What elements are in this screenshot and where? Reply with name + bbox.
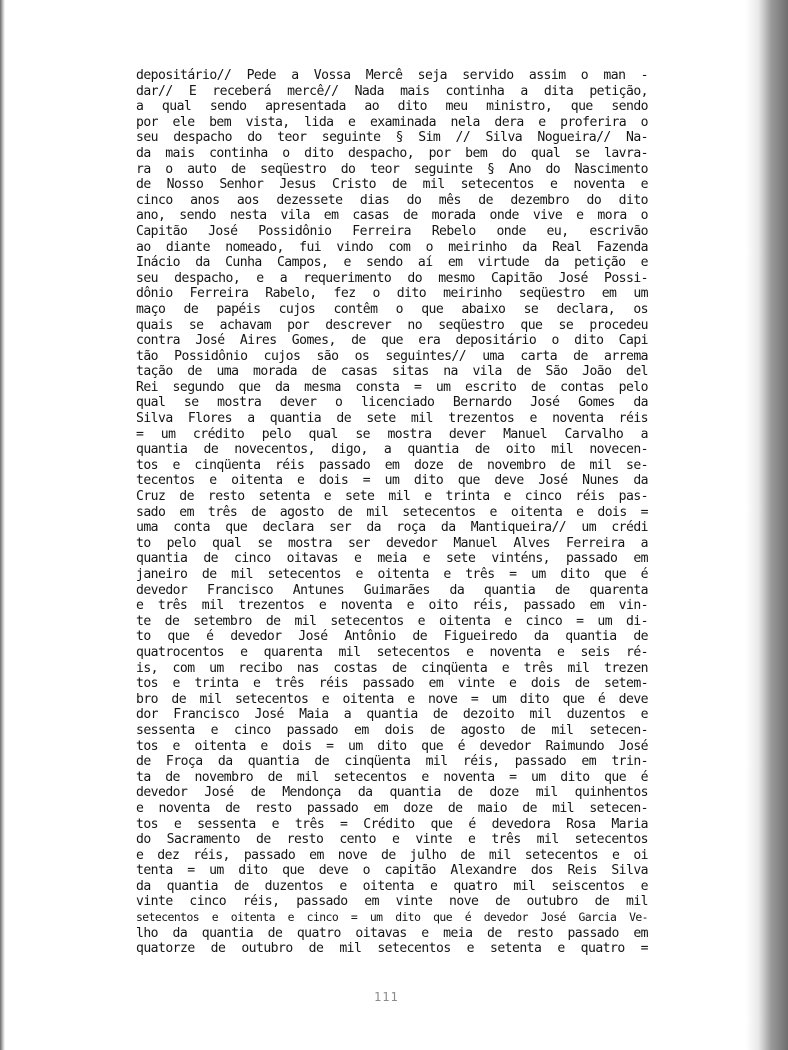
document-line: quantia de cinco oitavas e meia e sete vinténs, passado em	[136, 551, 648, 567]
document-line: devedor José de Mendonça da quantia de doze mil quinhentos	[136, 785, 648, 801]
document-line: tão Possidônio cujos são os seguintes// uma carta de arrema	[136, 348, 648, 364]
document-line: tos e cinqüenta réis passado em doze de novembro de mil se-	[136, 457, 648, 473]
document-line: quantia de novecentos, digo, a quantia de oito mil novecen-	[136, 442, 648, 458]
document-line: Cruz de resto setenta e sete mil e trinta e cinco réis pas-	[136, 489, 648, 505]
document-line: ta de novembro de mil setecentos e noventa = um dito que é	[136, 769, 648, 785]
document-line: is, com um recibo nas costas de cinqüenta e três mil trezen	[136, 660, 648, 676]
document-line: e três mil trezentos e noventa e oito réis, passado em vin-	[136, 598, 648, 614]
document-line: ao diante nomeado, fui vindo com o meirinho da Real Fazenda	[136, 239, 648, 255]
document-body	[136, 68, 648, 957]
document-line: vinte cinco réis, passado em vinte nove de outubro de mil	[136, 894, 648, 910]
document-line: Silva Flores a quantia de sete mil trezentos e noventa réis	[136, 411, 648, 427]
document-line: seu despacho, e a requerimento do mesmo Capitão José Possi-	[136, 270, 648, 286]
document-line: tos e trinta e três réis passado em vinte e dois de setem-	[136, 676, 648, 692]
document-line: janeiro de mil setecentos e oitenta e três = um dito que é	[136, 567, 648, 582]
document-line: tos e sessenta e três = Crédito que é devedora Rosa Maria	[136, 816, 648, 832]
document-line: to que é devedor José Antônio de Figueiredo da quantia de	[136, 629, 648, 645]
document-line: sado em três de agosto de mil setecentos e oitenta e dois =	[136, 504, 648, 520]
document-line: dor Francisco José Maia a quantia de dezoito mil duzentos e	[136, 707, 648, 723]
document-line: Rei segundo que da mesma consta = um escrito de contas pelo	[136, 379, 648, 395]
document-line: quatrocentos e quarenta mil setecentos e noventa e seis ré-	[136, 644, 648, 660]
document-line: ra o auto de seqüestro do teor seguinte § Ano do Nascimento	[136, 161, 648, 177]
document-line: quais se achavam por descrever no seqüestro que se procedeu	[136, 317, 648, 333]
document-line: a qual sendo apresentada ao dito meu ministro, que sendo	[136, 99, 648, 115]
document-line: da mais continha o dito despacho, por bem do qual se lavra-	[136, 145, 648, 161]
scan-left-edge-shadow	[0, 0, 5, 1050]
page-number: 111	[374, 990, 399, 1004]
document-line: te de setembro de mil setecentos e oitenta e cinco = um di-	[136, 613, 648, 629]
document-line: e dez réis, passado em nove de julho de mil setecentos e oi	[136, 847, 648, 863]
document-line: e noventa de resto passado em doze de maio de mil setecen-	[136, 800, 648, 816]
document-line: = um crédito pelo qual se mostra dever Manuel Carvalho a	[136, 426, 648, 442]
document-line: depositário// Pede a Vossa Mercê seja servido assim o man -	[136, 68, 648, 83]
document-line: devedor Francisco Antunes Guimarães da quantia de quarenta	[136, 582, 648, 598]
document-line: qual se mostra dever o licenciado Bernardo José Gomes da	[136, 395, 648, 411]
document-line: de Froça da quantia de cinqüenta mil réis, passado em trin-	[136, 754, 648, 770]
document-line: seu despacho do teor seguinte § Sim // Silva Nogueira// Na-	[136, 130, 648, 146]
document-line: cinco anos aos dezessete dias do mês de dezembro do dito	[136, 192, 648, 208]
document-line: uma conta que declara ser da roça da Mantiqueira// um crédi	[136, 520, 648, 536]
document-line: por ele bem vista, lida e examinada nela dera e proferira o	[136, 114, 648, 130]
document-line: setecentos e oitenta e cinco = um dito que é devedor José Garcia Ve-	[136, 910, 648, 925]
document-line: bro de mil setecentos e oitenta e nove = um dito que é deve	[136, 691, 648, 707]
document-line: Capitão José Possidônio Ferreira Rebelo onde eu, escrivão	[136, 223, 648, 239]
document-line: dar// E receberá mercê// Nada mais continha a dita petição,	[136, 83, 648, 99]
document-line: maço de papéis cujos contêm o que abaixo se declara, os	[136, 301, 648, 317]
document-line: ano, sendo nesta vila em casas de morada onde vive e mora o	[136, 208, 648, 224]
document-line: tos e oitenta e dois = um dito que é devedor Raimundo José	[136, 738, 648, 754]
document-line: tenta = um dito que deve o capitão Alexandre dos Reis Silva	[136, 863, 648, 879]
document-line: Inácio da Cunha Campos, e sendo aí em virtude da petição e	[136, 255, 648, 271]
document-line: tecentos e oitenta e dois = um dito que deve José Nunes da	[136, 473, 648, 489]
document-line: to pelo qual se mostra ser devedor Manuel Alves Ferreira a	[136, 535, 648, 551]
document-line: contra José Aires Gomes, de que era depositário o dito Capi	[136, 333, 648, 349]
scan-right-edge-shadow	[746, 0, 788, 1050]
document-line: lho da quantia de quatro oitavas e meia de resto passado em	[136, 925, 648, 941]
document-line: dônio Ferreira Rabelo, fez o dito meirinho seqüestro em um	[136, 286, 648, 302]
document-line: da quantia de duzentos e oitenta e quatro mil seiscentos e	[136, 878, 648, 894]
document-line: quatorze de outubro de mil setecentos e setenta e quatro =	[136, 941, 648, 957]
document-line: de Nosso Senhor Jesus Cristo de mil setecentos e noventa e	[136, 177, 648, 193]
document-line: sessenta e cinco passado em dois de agosto de mil setecen-	[136, 722, 648, 738]
document-line: do Sacramento de resto cento e vinte e três mil setecentos	[136, 832, 648, 848]
document-line: tação de uma morada de casas sitas na vila de São João del	[136, 364, 648, 380]
